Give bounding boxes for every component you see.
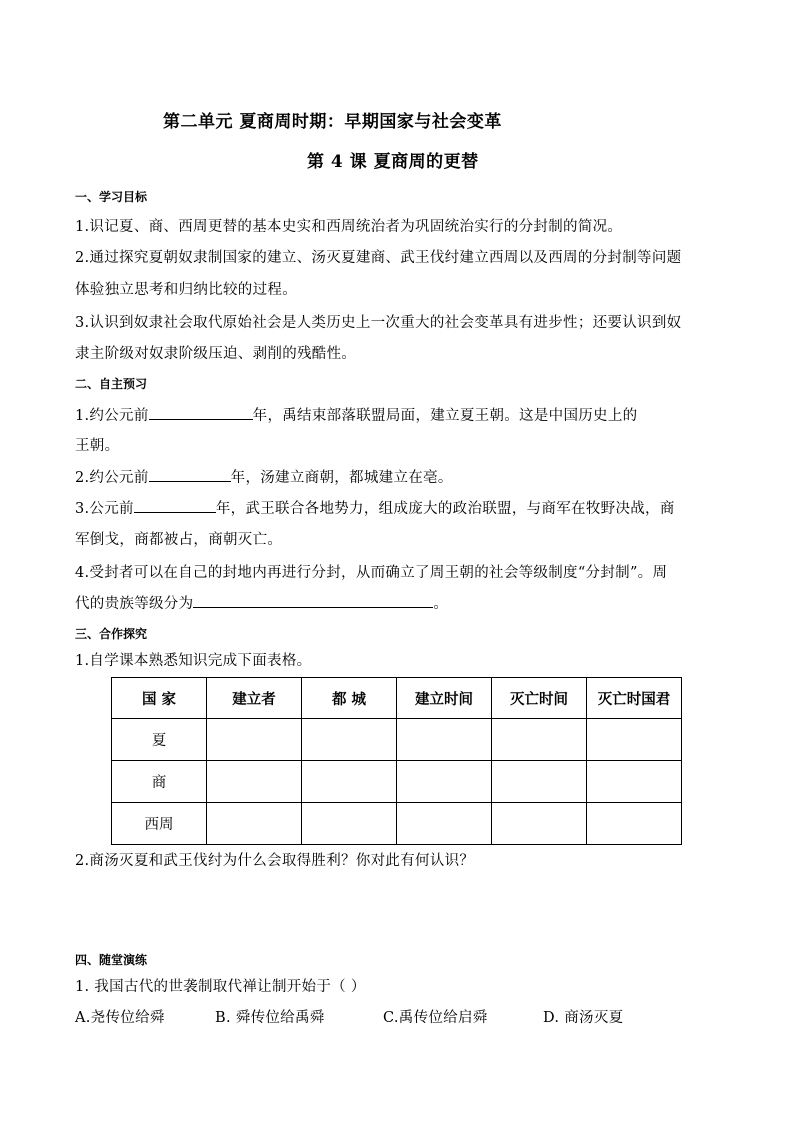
table-row: [112, 803, 682, 845]
fill-blank-xia-year[interactable]: [149, 405, 253, 420]
table-row-label: 商: [112, 761, 207, 803]
section-heading-cooperation: 三、合作探究: [75, 627, 148, 641]
section-heading-practice: 四、随堂演练: [75, 953, 148, 967]
fill-blank-shang-year[interactable]: [149, 467, 231, 482]
table-cell[interactable]: [207, 761, 302, 803]
objective-3-line1: 3.认识到奴隶社会取代原始社会是人类历史上一次重大的社会变革具有进步性；还要认识到奴: [75, 315, 682, 331]
table-cell[interactable]: [587, 803, 682, 845]
preview-q1-text-b: 年，禹结束部落联盟局面，建立夏王朝。这是中国历史上的: [252, 408, 638, 424]
objective-3-line2: 隶主阶级对奴隶阶级压迫、剥削的残酷性。: [75, 346, 357, 362]
unit-title: 第二单元 夏商周时期：早期国家与社会变革: [163, 112, 502, 132]
fill-blank-zhou-year[interactable]: [134, 498, 216, 513]
objective-2-line1: 2.通过探究夏朝奴隶制国家的建立、汤灭夏建商、武王伐纣建立西周以及西周的分封制等问题: [75, 250, 682, 266]
table-cell[interactable]: [397, 761, 492, 803]
section-heading-preview: 二、自主预习: [75, 377, 148, 391]
table-cell[interactable]: [492, 719, 587, 761]
table-cell[interactable]: [302, 803, 397, 845]
table-header-cell: 建立时间: [397, 678, 492, 719]
dynasty-table: [111, 677, 682, 845]
table-header-row: [112, 678, 682, 719]
table-header-cell: 灭亡时国君: [587, 678, 682, 719]
table-header-cell: 建立者: [207, 678, 302, 719]
objective-2-line2: 体验独立思考和归纳比较的过程。: [75, 282, 297, 298]
preview-q2-text-a: 2.约公元前: [75, 470, 149, 486]
practice-q1: 1. 我国古代的世袭制取代禅让制开始于（ ）: [75, 979, 366, 995]
table-cell[interactable]: [587, 719, 682, 761]
preview-q3-line2: 军倒戈，商都被占，商朝灭亡。: [75, 532, 283, 548]
table-cell[interactable]: [207, 719, 302, 761]
preview-q1-text-a: 1.约公元前: [75, 408, 149, 424]
table-cell[interactable]: [492, 803, 587, 845]
table-row-label: 西周: [112, 803, 207, 845]
table-row-label: 夏: [112, 719, 207, 761]
section-heading-objectives: 一、学习目标: [75, 190, 148, 204]
practice-option-a[interactable]: A.尧传位给舜: [75, 1010, 165, 1026]
lesson-title: 第 4 课 夏商周的更替: [307, 152, 479, 172]
fill-blank-noble-ranks[interactable]: [193, 593, 433, 608]
table-row: [112, 719, 682, 761]
table-cell[interactable]: [302, 761, 397, 803]
table-header-cell: 都 城: [302, 678, 397, 719]
preview-q1-line2: 王朝。: [75, 438, 120, 454]
table-cell[interactable]: [492, 761, 587, 803]
practice-option-d[interactable]: D. 商汤灭夏: [543, 1010, 624, 1026]
table-cell[interactable]: [587, 761, 682, 803]
preview-q3-text-a: 3.公元前: [75, 501, 134, 517]
preview-q4-line2: [75, 592, 448, 613]
cooperation-intro: 1.自学课本熟悉知识完成下面表格。: [75, 653, 312, 669]
table-header-cell: 灭亡时间: [492, 678, 587, 719]
preview-q3-line1: [75, 497, 675, 518]
preview-q2-text-b: 年，汤建立商朝，都城建立在亳。: [230, 470, 453, 486]
table-cell[interactable]: [397, 803, 492, 845]
cooperation-q2: 2.商汤灭夏和武王伐纣为什么会取得胜利？你对此有何认识？: [75, 853, 475, 869]
table-header-cell: 国 家: [112, 678, 207, 719]
practice-option-c[interactable]: C.禹传位给启舜: [383, 1010, 488, 1026]
preview-q4-line1: 4.受封者可以在自己的封地内再进行分封，从而确立了周王朝的社会等级制度“分封制”。周: [75, 565, 668, 581]
practice-option-b[interactable]: B. 舜传位给禹舜: [215, 1010, 325, 1026]
preview-q4-text-c: 。: [433, 596, 449, 612]
table-cell[interactable]: [397, 719, 492, 761]
table-cell[interactable]: [302, 719, 397, 761]
preview-q1-line1: [75, 404, 637, 425]
preview-q4-text-a: 代的贵族等级分为: [75, 596, 194, 612]
table-cell[interactable]: [207, 803, 302, 845]
table-row: [112, 761, 682, 803]
preview-q3-text-b: 年，武王联合各地势力，组成庞大的政治联盟，与商军在牧野决战，商: [215, 501, 675, 517]
objective-1: 1.识记夏、商、西周更替的基本史实和西周统治者为巩固统治实行的分封制的简况。: [75, 219, 623, 235]
preview-q2: [75, 466, 453, 487]
